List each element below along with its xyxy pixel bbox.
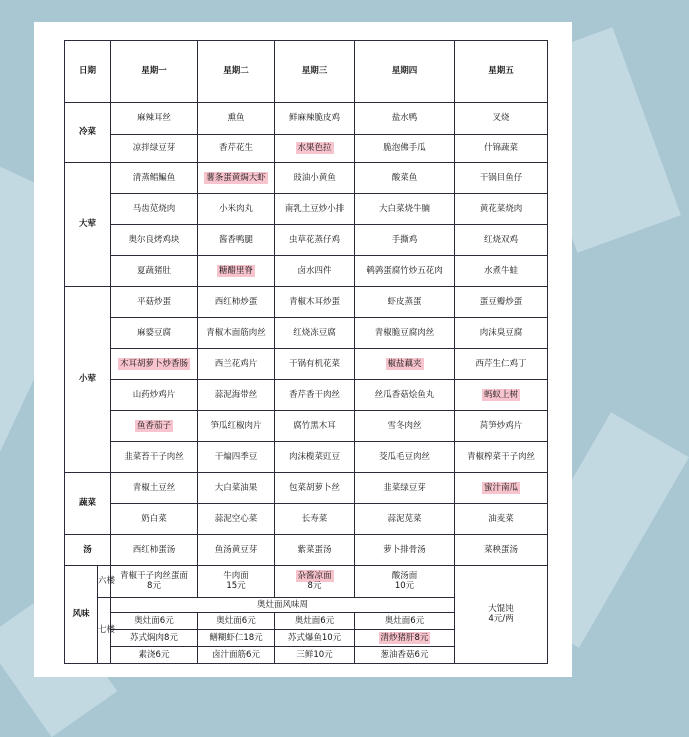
day-monday: 星期一 [111, 41, 198, 103]
dish: 青椒土豆丝 [111, 472, 198, 503]
special-price: 4元/两 [488, 614, 514, 625]
dish: 大白菜油果 [198, 472, 275, 503]
highlighted-dish: 蚂蚁上树 [484, 389, 519, 400]
dish [275, 135, 355, 163]
noodle-item: 苏式爆鱼10元 [275, 629, 355, 646]
highlighted-noodle: 清炒猪肝8元 [380, 632, 429, 643]
dish: 蛋豆瓣炒蛋 [455, 286, 548, 317]
dish: 干煸四季豆 [198, 441, 275, 472]
noodle-name: 杂酱凉面 [297, 570, 332, 581]
dish: 肉沫臭豆腐 [455, 317, 548, 348]
dish: 熏鱼 [198, 102, 275, 134]
table-row [65, 135, 548, 163]
dish: 脆泡佛手瓜 [355, 135, 455, 163]
noodle-item: 素浇6元 [111, 646, 198, 663]
highlighted-dish: 薯条蛋黄焗大虾 [206, 172, 266, 183]
dish: 包菜胡萝卜丝 [275, 472, 355, 503]
noodle-item [355, 565, 455, 597]
special-name: 大馄饨 [488, 604, 514, 615]
table-row [65, 348, 548, 379]
table-row [65, 317, 548, 348]
dish: 马齿苋烧肉 [111, 193, 198, 224]
floor-6-label: 六楼 [98, 565, 111, 597]
dish: 莴笋炒鸡片 [455, 410, 548, 441]
dish: 青椒木耳炒蛋 [275, 286, 355, 317]
dish [198, 255, 275, 286]
noodle-item [198, 565, 275, 597]
noodle-item: 鳝糊虾仁18元 [198, 629, 275, 646]
noodle-name: 牛肉面 [223, 570, 249, 581]
dish [355, 348, 455, 379]
dish: 红烧冻豆腐 [275, 317, 355, 348]
dish: 什锦蔬菜 [455, 135, 548, 163]
table-row [65, 565, 548, 597]
dish: 西兰花鸡片 [198, 348, 275, 379]
floor-7-label: 七楼 [98, 597, 111, 663]
dish: 鲜麻辣脆皮鸡 [275, 102, 355, 134]
dish: 韭菜苔干子肉丝 [111, 441, 198, 472]
noodle-name: 青椒干子肉丝蛋面 [120, 570, 189, 581]
table-row [65, 255, 548, 286]
noodle-price: 15元 [226, 581, 246, 592]
dish: 夏蔬猪肚 [111, 255, 198, 286]
dish: 凉拌绿豆芽 [111, 135, 198, 163]
table-row [65, 379, 548, 410]
dish: 奥尔良烤鸡块 [111, 224, 198, 255]
dish: 虫草花蒸仔鸡 [275, 224, 355, 255]
dish: 叉烧 [455, 102, 548, 134]
dish [455, 379, 548, 410]
section-large: 大荤 [65, 162, 111, 286]
dish [198, 162, 275, 193]
highlighted-dish: 糖醋里脊 [219, 265, 254, 276]
dish: 酸菜鱼 [355, 162, 455, 193]
highlighted-dish: 水果色拉 [297, 143, 332, 154]
dish: 鹌鹑蛋腐竹炒五花肉 [355, 255, 455, 286]
dish: 西红柿蛋汤 [111, 534, 198, 565]
noodle-price: 8元 [147, 581, 161, 592]
dish: 丝瓜香菇烩鱼丸 [355, 379, 455, 410]
dish [455, 472, 548, 503]
dish: 小米肉丸 [198, 193, 275, 224]
dish: 奶白菜 [111, 503, 198, 534]
noodle-item: 三鲜10元 [275, 646, 355, 663]
table-row [65, 193, 548, 224]
section-small: 小荤 [65, 286, 111, 472]
dish: 腐竹黑木耳 [275, 410, 355, 441]
table-row [65, 534, 548, 565]
noodle-item: 卤汁面筋6元 [198, 646, 275, 663]
dish: 长寿菜 [275, 503, 355, 534]
table-row [65, 441, 548, 472]
dish: 油麦菜 [455, 503, 548, 534]
dish: 红烧双鸡 [455, 224, 548, 255]
dish: 蒜泥空心菜 [198, 503, 275, 534]
dish: 雪冬肉丝 [355, 410, 455, 441]
day-tuesday: 星期二 [198, 41, 275, 103]
dish: 笋瓜红椒肉片 [198, 410, 275, 441]
section-cold: 冷菜 [65, 102, 111, 162]
dish: 手撕鸡 [355, 224, 455, 255]
noodle-price: 8元 [307, 581, 322, 592]
highlighted-dish: 椒盐藕夹 [387, 358, 422, 369]
dish: 酱香鸭腿 [198, 224, 275, 255]
dish: 清蒸鲳鳊鱼 [111, 162, 198, 193]
noodle-item: 奥灶面6元 [111, 612, 198, 629]
dish [111, 410, 198, 441]
day-wednesday: 星期三 [275, 41, 355, 103]
dish: 大白菜烧牛腩 [355, 193, 455, 224]
noodle-item [275, 565, 355, 597]
table-row [65, 102, 548, 134]
table-row [65, 503, 548, 534]
friday-special [455, 565, 548, 663]
dish: 青椒榨菜干子肉丝 [455, 441, 548, 472]
dish: 水煮牛蛙 [455, 255, 548, 286]
dish: 茭瓜毛豆肉丝 [355, 441, 455, 472]
noodle-item: 奥灶面6元 [198, 612, 275, 629]
header-row [65, 41, 548, 103]
day-friday: 星期五 [455, 41, 548, 103]
dish: 香芹香干肉丝 [275, 379, 355, 410]
noodle-item: 苏式焖肉8元 [111, 629, 198, 646]
noodle-item [111, 565, 198, 597]
dish: 肉沫榄菜豇豆 [275, 441, 355, 472]
noodle-item: 奥灶面6元 [355, 612, 455, 629]
section-flavor: 风味 [65, 565, 98, 663]
dish: 卤水四件 [275, 255, 355, 286]
noodle-name: 酸汤面 [391, 570, 418, 581]
dish [111, 348, 198, 379]
dish: 平菇炒蛋 [111, 286, 198, 317]
noodle-item: 葱油香菇6元 [355, 646, 455, 663]
dish: 韭菜绿豆芽 [355, 472, 455, 503]
table-row [65, 472, 548, 503]
dish: 南乳土豆炒小排 [275, 193, 355, 224]
dish: 西芹生仁鸡丁 [455, 348, 548, 379]
dish: 蒜泥海带丝 [198, 379, 275, 410]
dish: 麻婆豆腐 [111, 317, 198, 348]
dish: 盐水鸭 [355, 102, 455, 134]
dish: 西红柿炒蛋 [198, 286, 275, 317]
highlighted-dish: 木耳胡萝卜炒香肠 [120, 358, 189, 369]
dish: 鱼汤黄豆芽 [198, 534, 275, 565]
dish: 蒜泥苋菜 [355, 503, 455, 534]
dish: 干锅目鱼仔 [455, 162, 548, 193]
dish: 紫菜蛋汤 [275, 534, 355, 565]
highlighted-dish: 鱼香茄子 [137, 420, 172, 431]
dish: 青椒木面筋肉丝 [198, 317, 275, 348]
dish: 麻辣耳丝 [111, 102, 198, 134]
dish: 豉油小黄鱼 [275, 162, 355, 193]
dish: 山药炒鸡片 [111, 379, 198, 410]
table-row [65, 286, 548, 317]
noodle-price: 10元 [394, 581, 415, 592]
dish: 菜秧蛋汤 [455, 534, 548, 565]
table-row [65, 162, 548, 193]
week-banner: 奥灶面风味周 [111, 597, 455, 612]
noodle-item: 奥灶面6元 [275, 612, 355, 629]
section-soup: 汤 [65, 534, 111, 565]
dish: 虾皮蒸蛋 [355, 286, 455, 317]
dish: 萝卜排骨汤 [355, 534, 455, 565]
dish: 青椒脆豆腐肉丝 [355, 317, 455, 348]
section-veg: 蔬菜 [65, 472, 111, 534]
day-thursday: 星期四 [355, 41, 455, 103]
noodle-item [355, 629, 455, 646]
menu-sheet [34, 22, 572, 677]
dish: 干锅有机花菜 [275, 348, 355, 379]
table-row [65, 410, 548, 441]
date-label: 日期 [65, 41, 111, 103]
table-row [65, 224, 548, 255]
highlighted-dish: 蜜汁南瓜 [484, 482, 519, 493]
dish: 黄花菜烧肉 [455, 193, 548, 224]
weekly-menu-table [64, 40, 548, 664]
dish: 香芹花生 [198, 135, 275, 163]
